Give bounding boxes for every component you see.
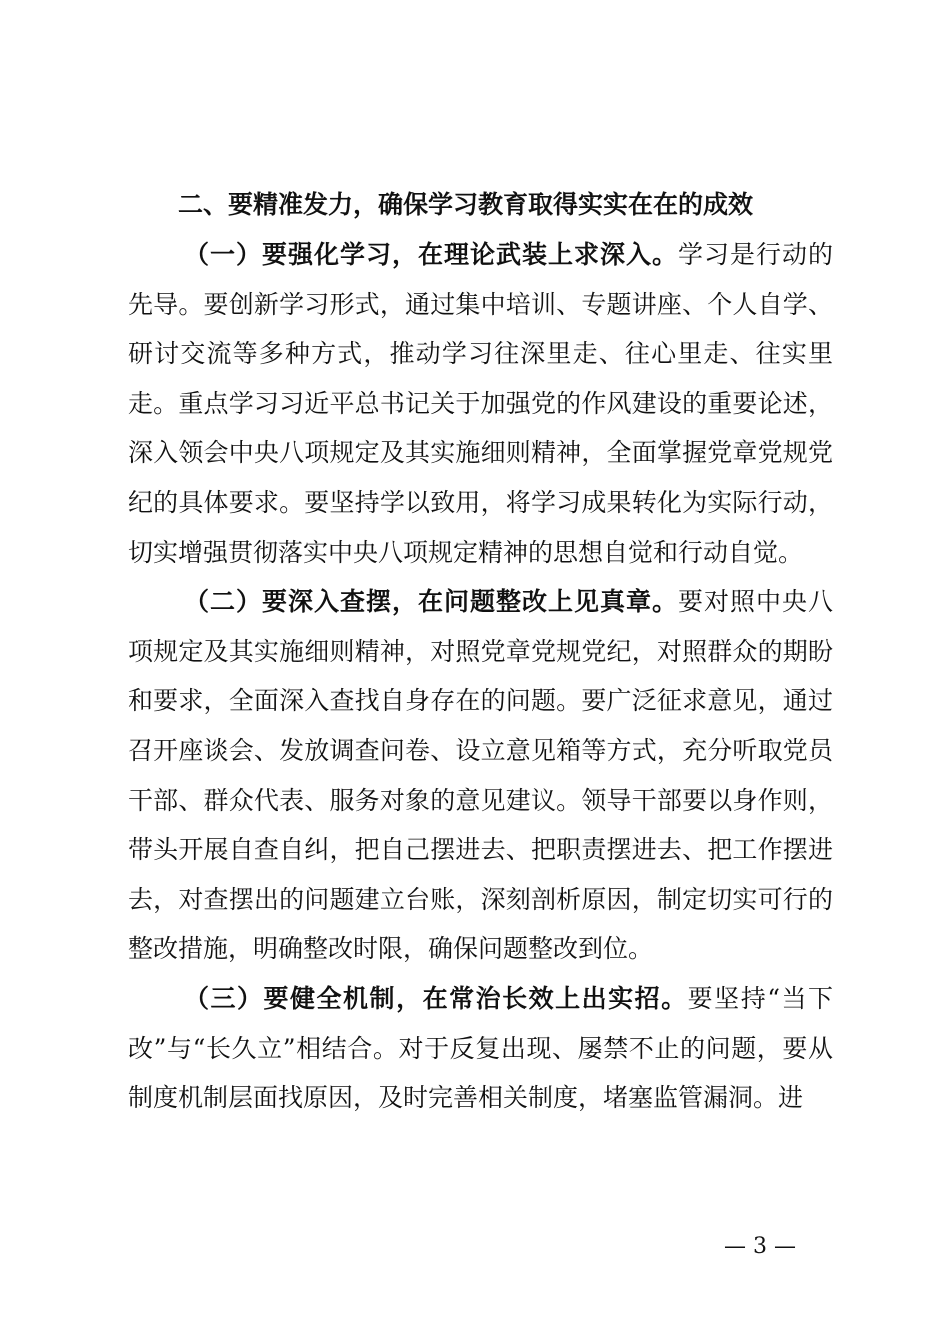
page-number: — 3 —: [724, 1234, 796, 1259]
paragraph-lead: （三）要健全机制，在常治长效上出实招。: [184, 983, 688, 1013]
paragraph-body: 要坚持“当下改”与“长久立”相结合。对于反复出现、屡禁不止的问题，要从制度机制层面找原因，及时完善相关制度，堵塞监管漏洞。进: [128, 983, 833, 1113]
paragraph-body: 学习是行动的先导。要创新学习形式，通过集中培训、专题讲座、个人自学、研讨交流等多种方式，推动学习往深里走、往心里走、往实里走。重点学习习近平总书记关于加强党的作风建设的重要论述，深入领会中央八项规定及其实施细则精神，全面掌握党章党规党纪的具体要求。要坚持学以致用，将学习成果转化为实际行动，切实增强贯彻落实中央八项规定精神的思想自觉和行动自觉。: [128, 240, 833, 567]
section-heading: 二、要精准发力，确保学习教育取得实实在在的成效: [178, 190, 754, 219]
document-body: [128, 183, 833, 1123]
paragraph-inspection: [128, 577, 833, 974]
paragraph-lead: （一）要强化学习，在理论武装上求深入。: [184, 240, 678, 269]
paragraph-lead: （二）要深入查摆，在问题整改上见真章。: [184, 587, 678, 617]
paragraph-study: [128, 230, 833, 577]
paragraph-body: 要对照中央八项规定及其实施细则精神，对照党章党规党纪，对照群众的期盼和要求，全面深入查找自身存在的问题。要广泛征求意见，通过召开座谈会、发放调查问卷、设立意见箱等方式，充分听取党员干部、群众代表、服务对象的意见建议。领导干部要以身作则，带头开展自查自纠，把自己摆进去、把职责摆进去、把工作摆进去，对查摆出的问题建立台账，深刻剖析原因，制定切实可行的整改措施，明确整改时限，确保问题整改到位。: [128, 587, 833, 964]
paragraph-mechanism: [128, 974, 833, 1123]
